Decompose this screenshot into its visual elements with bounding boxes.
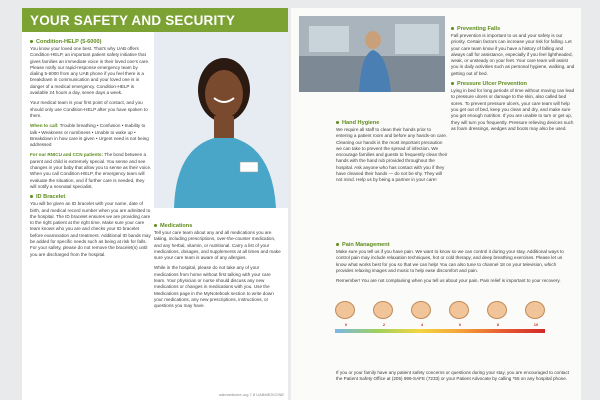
- rnicu-note: For our RNICU and CCN patients: The bond between a parent and child is extremely special. You sense and see changes in your baby that allow you to sense as their voice. When you call Condition-HELP, the emergency team will evaluate the situation, and if further care is needed, they will notify a neonatal specialist.: [30, 152, 152, 189]
- condition-help-p2: Your medical team is your first point of contact, and you should only use Condition-HELP after you have spoken to them.: [30, 100, 148, 118]
- pain-face-2: 2: [373, 301, 393, 319]
- handwashing-illustration: [299, 16, 445, 92]
- left-col-2: [154, 221, 282, 314]
- pain-section: [336, 240, 574, 288]
- pain-p1: Make sure you tell us if you have pain. We want to know so we can control it during your stay. Additional ways to control pain may include relaxation techniques, hot or cold therapy, and deep breathing exercises. Please let us know what works best for you so that we can help! You can also tune to channel 18 on your television, which provides relaxing images and music to help ease discomfort and pain.: [336, 249, 564, 273]
- safety-contact: [336, 370, 574, 387]
- right-page: [291, 8, 581, 400]
- pain-face-10: 10: [525, 301, 545, 319]
- left-page: [22, 8, 288, 400]
- left-col-1: [30, 37, 152, 262]
- pain-heading: Pain Management: [336, 242, 574, 249]
- pain-face-6: 6: [449, 301, 469, 319]
- medications-p1: Tell your care team about any and all medications you are taking, including prescriptions, over-the-counter medication, and any herbal, vitamin, or nutritional. Carry a list of your medications, dosages, and supplements at all times and make sure your care team is aware of any allergies.: [154, 230, 281, 261]
- pain-face-0: 0: [335, 301, 355, 319]
- handwashing-photo: [299, 16, 445, 92]
- preventing-falls-heading: Preventing Falls: [451, 26, 575, 33]
- id-bracelet-text: You will be given an ID bracelet with your name, date of birth, and medical record number when you are admitted to the hospital. The ID bracelet ensures we are providing care to the right patient at the right time. Make sure your care team knows who you are and checks your ID bracelet before examination and treatment. Additional ID bands may be added for specific needs such as being at risk for falls. For your safety, please do not remove the bracelet(s) until you are discharged from the hospital.: [30, 201, 151, 257]
- pain-p2: Remember! You are not complaining when you tell us about your pain. Pain relief is important to your recovery.: [336, 278, 561, 284]
- nurse-illustration: [154, 32, 288, 208]
- id-bracelet-heading: ID Bracelet: [30, 194, 152, 201]
- page-footer: uabmedicine.org 7 8 UABMEDICINE: [218, 392, 284, 397]
- pain-face-8: 8: [487, 301, 507, 319]
- hand-hygiene-heading: Hand Hygiene: [336, 120, 448, 127]
- hand-hygiene-text: We require all staff to clean their hands prior to entering a patient room and before any hands-on care. Cleaning our hands is the most important precaution we can take to prevent the spread of infection. We encourage families and guests to frequently clean their hands with the hand rub provided throughout the hospital. Ask anyone who has contact with you if they have cleaned their hands — do not be shy. They will not mind. Help us by being a partner in your care!: [336, 127, 448, 183]
- page-title: YOUR SAFETY AND SECURITY: [30, 13, 236, 28]
- preventing-falls-text: Fall prevention is important to us and your safety is our priority. Certain factors can increase your risk for falling. Let your care team know if you have a history of falling and always call for assistance, especially if you feel lightheaded, weak, or unsteady on your feet. Your care team will assist you in daily activities such as personal hygiene, walking, and getting out of bed.: [451, 33, 575, 76]
- condition-help-p1: You know your loved one best. That's why UAB offers Condition-HELP, an important patient safety initiative that gives families an immediate voice in their loved one's care. Please notify our rapid-response emergency team by dialing 5-6000 from any UAB phone if you feel there is a breakdown in communication and your loved one is in danger of a medical emergency. Condition-HELP is available 24 hours a day, seven days a week.: [30, 46, 150, 96]
- nurse-photo: [154, 32, 288, 208]
- pressure-ulcer-text: Lying in bed for long periods of time without moving can lead to pressure ulcers or damage to the skin, also called bed sores. To prevent pressure ulcers, your care team will help you get out of bed, keep you clean and dry, and make sure you get enough nutrition. If you are unable to turn or get up, they will turn you frequently. Pressure relieving devices such as foam dressings, wedges and boots may also be used.: [451, 88, 575, 131]
- right-col-2: [451, 24, 575, 136]
- medications-heading: Medications: [154, 223, 282, 230]
- condition-help-heading: Condition-HELP (5-6000): [30, 39, 152, 46]
- pressure-ulcer-heading: Pressure Ulcer Prevention: [451, 81, 575, 88]
- when-to-call: When to call: Trouble breathing • Confusion • Inability to talk • Weakness or numbness • Unable to wake up • Breakdown in how care is given • Urgent need is not being addressed: [30, 123, 149, 148]
- right-col-1: [336, 118, 448, 188]
- pain-color-scale: [335, 329, 545, 333]
- pain-p3: If you or your family have any patient safety concerns or questions during your stay, you are encouraged to contact the Patient Safety Office at (205) 996-SAFE (7233) or your Patient Advocate by calling *55 on any hospital phone.: [336, 370, 570, 382]
- pain-face-4: 4: [411, 301, 431, 319]
- title-bar: [22, 8, 288, 32]
- pain-scale: [335, 301, 545, 333]
- medications-p2: While in the hospital, please do not take any of your medications from home without first talking with your care team. Your physician or nurse should discuss any new medications or changes in medications with you. Use the Medications page in the MyNotebook section to write down your medications, any new prescriptions, instructions, or questions you may have.: [154, 265, 274, 309]
